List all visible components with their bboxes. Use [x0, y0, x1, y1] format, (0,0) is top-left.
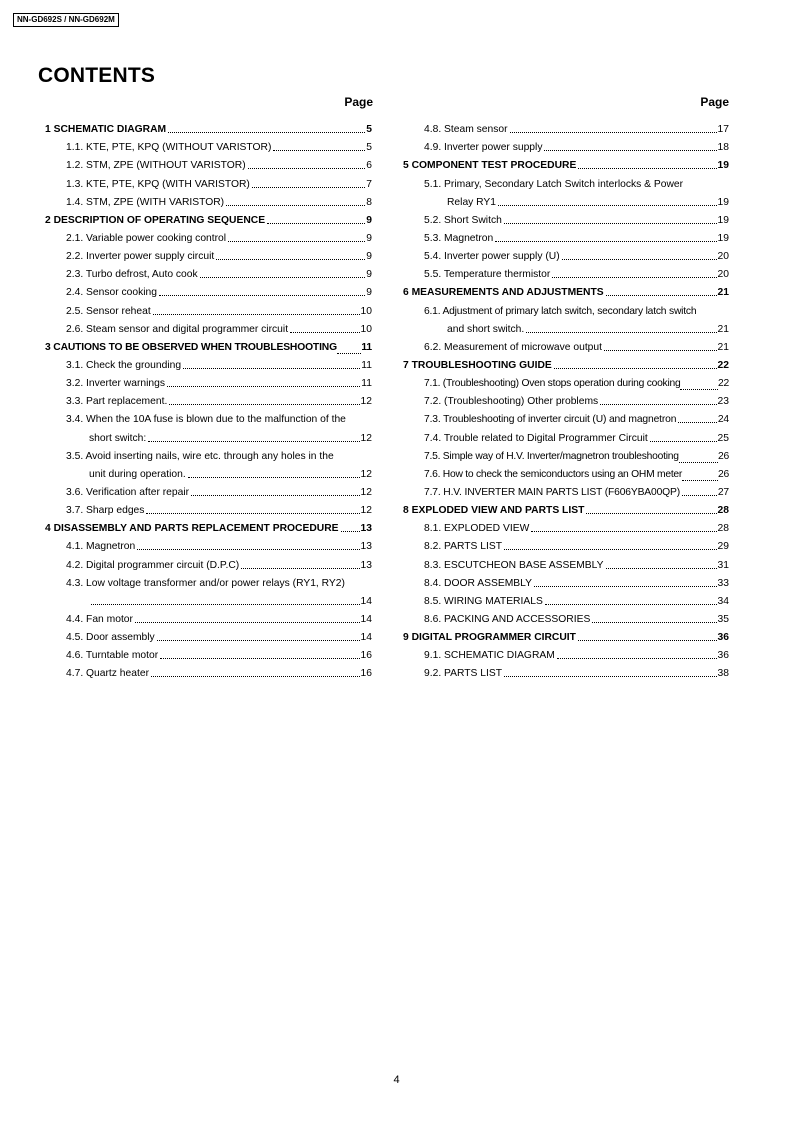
toc-entry[interactable]: 1.4. STM, ZPE (WITH VARISTOR) 8 [66, 196, 372, 208]
toc-entry[interactable]: 8.6. PACKING AND ACCESSORIES 35 [424, 613, 729, 625]
toc-entry[interactable]: 4.3. Low voltage transformer and/or power relays (RY1, RY2) [66, 577, 345, 589]
toc-section[interactable]: 6 MEASUREMENTS AND ADJUSTMENTS 21 [403, 287, 729, 299]
toc-entry[interactable]: 7.6. How to check the semiconductors using an OHM meter 26 [424, 468, 729, 480]
toc-entry[interactable]: 9.2. PARTS LIST 38 [424, 668, 729, 680]
toc-entry[interactable]: 7.7. H.V. INVERTER MAIN PARTS LIST (F606YBA00QP) 27 [424, 486, 729, 498]
toc-entry[interactable]: 4.4. Fan motor 14 [66, 613, 372, 625]
toc-entry[interactable]: 4.8. Steam sensor 17 [424, 124, 729, 136]
toc-entry[interactable]: 5.5. Temperature thermistor 20 [424, 269, 729, 281]
toc-entry[interactable]: 8.2. PARTS LIST 29 [424, 541, 729, 553]
toc-entry-continuation[interactable]: unit during operation. 12 [89, 468, 372, 480]
toc-entry[interactable]: 2.6. Steam sensor and digital programmer circuit 10 [66, 323, 372, 335]
toc-entry[interactable]: 1.3. KTE, PTE, KPQ (WITH VARISTOR) 7 [66, 178, 372, 190]
toc-entry[interactable]: 4.2. Digital programmer circuit (D.P.C) 13 [66, 559, 372, 571]
toc-section[interactable]: 9 DIGITAL PROGRAMMER CIRCUIT 36 [403, 632, 729, 644]
toc-entry[interactable]: 5.4. Inverter power supply (U) 20 [424, 251, 729, 263]
toc-entry-continuation[interactable]: Relay RY1 19 [447, 196, 729, 208]
toc-section[interactable]: 7 TROUBLESHOOTING GUIDE 22 [403, 359, 729, 371]
toc-column-right [403, 94, 729, 680]
toc-entry[interactable]: 3.6. Verification after repair 12 [66, 486, 372, 498]
page-column-header: Page [700, 95, 729, 109]
toc-entry[interactable]: 8.1. EXPLODED VIEW 28 [424, 523, 729, 535]
toc-entry[interactable]: 7.1. (Troubleshooting) Oven stops operation during cooking 22 [424, 378, 729, 390]
toc-entry[interactable]: 1.1. KTE, PTE, KPQ (WITHOUT VARISTOR) 5 [66, 142, 372, 154]
toc-entry[interactable]: 5.1. Primary, Secondary Latch Switch interlocks & Power [424, 178, 684, 190]
toc-section[interactable]: 4 DISASSEMBLY AND PARTS REPLACEMENT PROCEDURE 13 [45, 523, 372, 535]
toc-entry[interactable]: 4.1. Magnetron 13 [66, 541, 372, 553]
toc-entry[interactable]: 7.5. Simple way of H.V. Inverter/magnetron troubleshooting 26 [424, 450, 729, 462]
model-number-tag: NN-GD692S / NN-GD692M [13, 13, 119, 27]
toc-entry[interactable]: 4.5. Door assembly 14 [66, 632, 372, 644]
toc-entry[interactable]: 1.2. STM, ZPE (WITHOUT VARISTOR) 6 [66, 160, 372, 172]
toc-entry[interactable]: 7.2. (Troubleshooting) Other problems 23 [424, 396, 729, 408]
toc-entry[interactable]: 9.1. SCHEMATIC DIAGRAM 36 [424, 650, 729, 662]
toc-entry[interactable]: 2.1. Variable power cooking control 9 [66, 232, 372, 244]
toc-entry[interactable]: 4.6. Turntable motor 16 [66, 650, 372, 662]
toc-entry[interactable]: 6.2. Measurement of microwave output 21 [424, 341, 729, 353]
toc-section[interactable]: 8 EXPLODED VIEW AND PARTS LIST 28 [403, 505, 729, 517]
page-title: CONTENTS [38, 64, 156, 87]
toc-section[interactable]: 1 SCHEMATIC DIAGRAM 5 [45, 124, 372, 136]
toc-entry[interactable]: 5.3. Magnetron 19 [424, 232, 729, 244]
page-column-header: Page [344, 95, 373, 109]
toc-entry[interactable]: 3.4. When the 10A fuse is blown due to the malfunction of the [66, 414, 346, 426]
toc-section[interactable]: 5 COMPONENT TEST PROCEDURE 19 [403, 160, 729, 172]
toc-entry[interactable]: 6.1. Adjustment of primary latch switch, secondary latch switch [424, 305, 697, 317]
toc-entry[interactable]: 2.2. Inverter power supply circuit 9 [66, 251, 372, 263]
toc-entry[interactable]: 4.9. Inverter power supply 18 [424, 142, 729, 154]
page-number: 4 [393, 1074, 400, 1086]
toc-section[interactable]: 3 CAUTIONS TO BE OBSERVED WHEN TROUBLESHOOTING 11 [45, 341, 372, 353]
toc-entry[interactable]: 8.3. ESCUTCHEON BASE ASSEMBLY 31 [424, 559, 729, 571]
toc-entry[interactable]: 3.3. Part replacement. 12 [66, 396, 372, 408]
toc-column-left [45, 94, 372, 680]
toc-entry[interactable]: 2.4. Sensor cooking 9 [66, 287, 372, 299]
toc-entry[interactable]: 2.3. Turbo defrost, Auto cook 9 [66, 269, 372, 281]
toc-entry[interactable]: 3.7. Sharp edges 12 [66, 505, 372, 517]
toc-section[interactable]: 2 DESCRIPTION OF OPERATING SEQUENCE 9 [45, 214, 372, 226]
toc-entry[interactable]: 3.1. Check the grounding 11 [66, 359, 372, 371]
toc-entry[interactable]: 3.5. Avoid inserting nails, wire etc. through any holes in the [66, 450, 334, 462]
toc-entry[interactable]: 8.5. WIRING MATERIALS 34 [424, 595, 729, 607]
toc-entry-continuation[interactable]: short switch: 12 [89, 432, 372, 444]
toc-entry[interactable]: 4.7. Quartz heater 16 [66, 668, 372, 680]
toc-entry[interactable]: 8.4. DOOR ASSEMBLY 33 [424, 577, 729, 589]
toc-entry[interactable]: 3.2. Inverter warnings 11 [66, 378, 372, 390]
toc-entry-continuation[interactable]: and short switch. 21 [447, 323, 729, 335]
toc-entry[interactable]: 7.3. Troubleshooting of inverter circuit (U) and magnetron 24 [424, 414, 729, 426]
toc-entry[interactable]: 2.5. Sensor reheat 10 [66, 305, 372, 317]
toc-entry[interactable]: 7.4. Trouble related to Digital Programmer Circuit 25 [424, 432, 729, 444]
toc-entry[interactable]: 5.2. Short Switch 19 [424, 214, 729, 226]
toc-entry-continuation[interactable]: 14 [45, 590, 372, 608]
